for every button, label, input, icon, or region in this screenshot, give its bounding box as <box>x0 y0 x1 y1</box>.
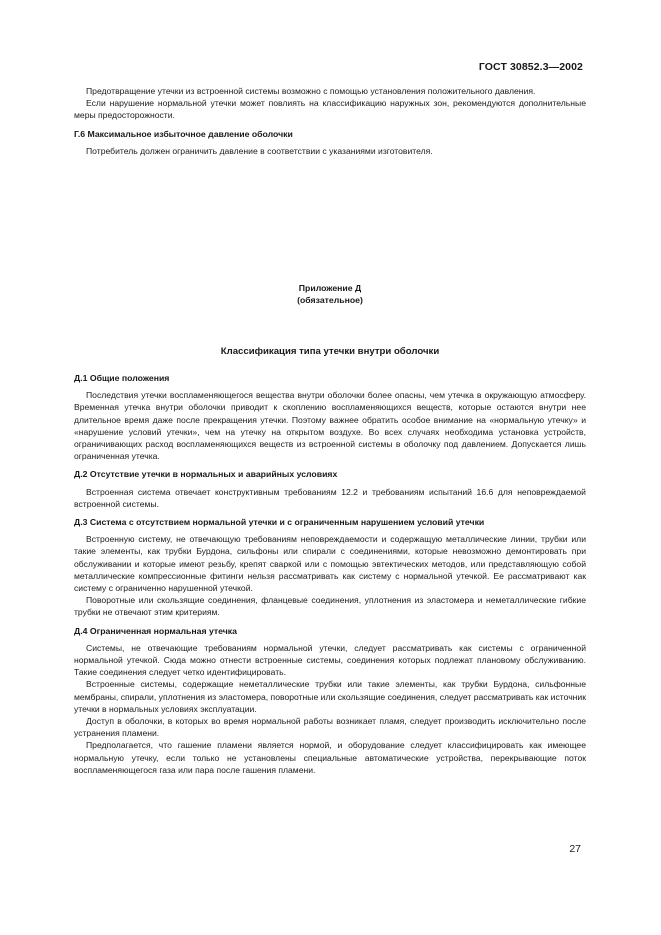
paragraph: Встроенную систему, не отвечающую требованиям неповреждаемости и содержащую металлические линии, трубки или такие элементы, как трубки Бурдона, сильфоны или спирали с соединениями, которые невозможно демонтировать при обслуживании и которые имеют резьбу, крепят сваркой или с помощью эвтектических методов, или представляющую собой металлические компрессионные фитинги нельзя рассматривать как систему с нормальной утечкой. Ее рассматривают как систему с ограниченно нарушенной утечкой. <box>74 534 586 594</box>
paragraph: Системы, не отвечающие требованиям нормальной утечки, следует рассматривать как системы с ограниченной нормальной утечкой. Сюда можно отнести встроенные системы, соединения которых подлежат плановому обслуживанию. Такие соединения следует четко идентифицировать. <box>74 642 586 678</box>
appendix-status: (обязательное) <box>297 295 363 306</box>
appendix-title: Приложение Д <box>298 283 362 293</box>
section-heading: Д.3 Система с отсутствием нормальной утечки и с ограниченным нарушением условий утечки <box>74 517 485 528</box>
page-number: 27 <box>569 843 581 855</box>
section-d1 <box>74 372 586 462</box>
appendix-header <box>74 282 586 306</box>
paragraph: Встроенные системы, содержащие неметаллические трубки или такие элементы, как трубки Бурдона, сильфонные мембраны, спирали, уплотнения из эластомера, поворотные или скользящие соединения, следует рассматривать как источник утечки в нормальных условиях эксплуатации. <box>74 679 586 714</box>
section-heading: Д.4 Ограниченная нормальная утечка <box>74 625 237 636</box>
paragraph: Если нарушение нормальной утечки может повлиять на классификацию наружных зон, рекомендуются дополнительные меры предосторожности. <box>74 98 586 121</box>
paragraph: Доступ в оболочки, в которых во время нормальной работы возникает пламя, следует производить исключительно после устранения пламени. <box>74 716 586 739</box>
document-code: ГОСТ 30852.3—2002 <box>478 61 583 73</box>
paragraph: Предотвращение утечки из встроенной системы возможно с помощью установления положительного давления. <box>86 86 536 96</box>
top-text-block <box>74 85 586 157</box>
paragraph: Потребитель должен ограничить давление в соответствии с указаниями изготовителя. <box>86 145 433 156</box>
section-heading: Д.1 Общие положения <box>74 373 170 383</box>
section-d3 <box>74 516 586 619</box>
section-d4 <box>74 625 586 776</box>
paragraph: Предполагается, что гашение пламени является нормой, и оборудование следует классифицировать как имеющее нормальную утечку, если только не установлены специальные автоматические устройства, перекрывающие поток воспламеняющегося газа или пара после гашения пламени. <box>74 740 586 775</box>
paragraph: Встроенная система отвечает конструктивным требованиям 12.2 и требованиям испытаний 16.6 для неповреждаемой встроенной системы. <box>74 486 586 509</box>
section-d2 <box>74 468 586 510</box>
main-text-block <box>74 372 586 782</box>
section-heading: Д.2 Отсутствие утечки в нормальных и аварийных условиях <box>74 469 338 480</box>
section-heading-g6: Г.6 Максимальное избыточное давление оболочки <box>74 128 293 139</box>
page-title: Классификация типа утечки внутри оболочки <box>220 346 440 357</box>
paragraph: Последствия утечки воспламеняющегося вещества внутри оболочки более опасны, чем утечка в окружающую атмосферу. Временная утечка внутри оболочки приводит к скоплению воспламеняющихся веществ, которые остаются внутри нее длительное время даже после прекращения утечки. Поэтому важнее обратить особое внимание на «нормальную утечку» и «нарушение условий утечки», чем на утечку на открытом воздухе. Во всех случаях необходима установка устройств, ограничивающих расход воспламеняющихся веществ из встроенной системы в оболочку под давлением. Допускается лишь ограниченная утечка. <box>74 390 586 462</box>
paragraph: Поворотные или скользящие соединения, фланцевые соединения, уплотнения из эластомера и неметаллические гибкие трубки не отвечают этим критериям. <box>74 595 586 618</box>
